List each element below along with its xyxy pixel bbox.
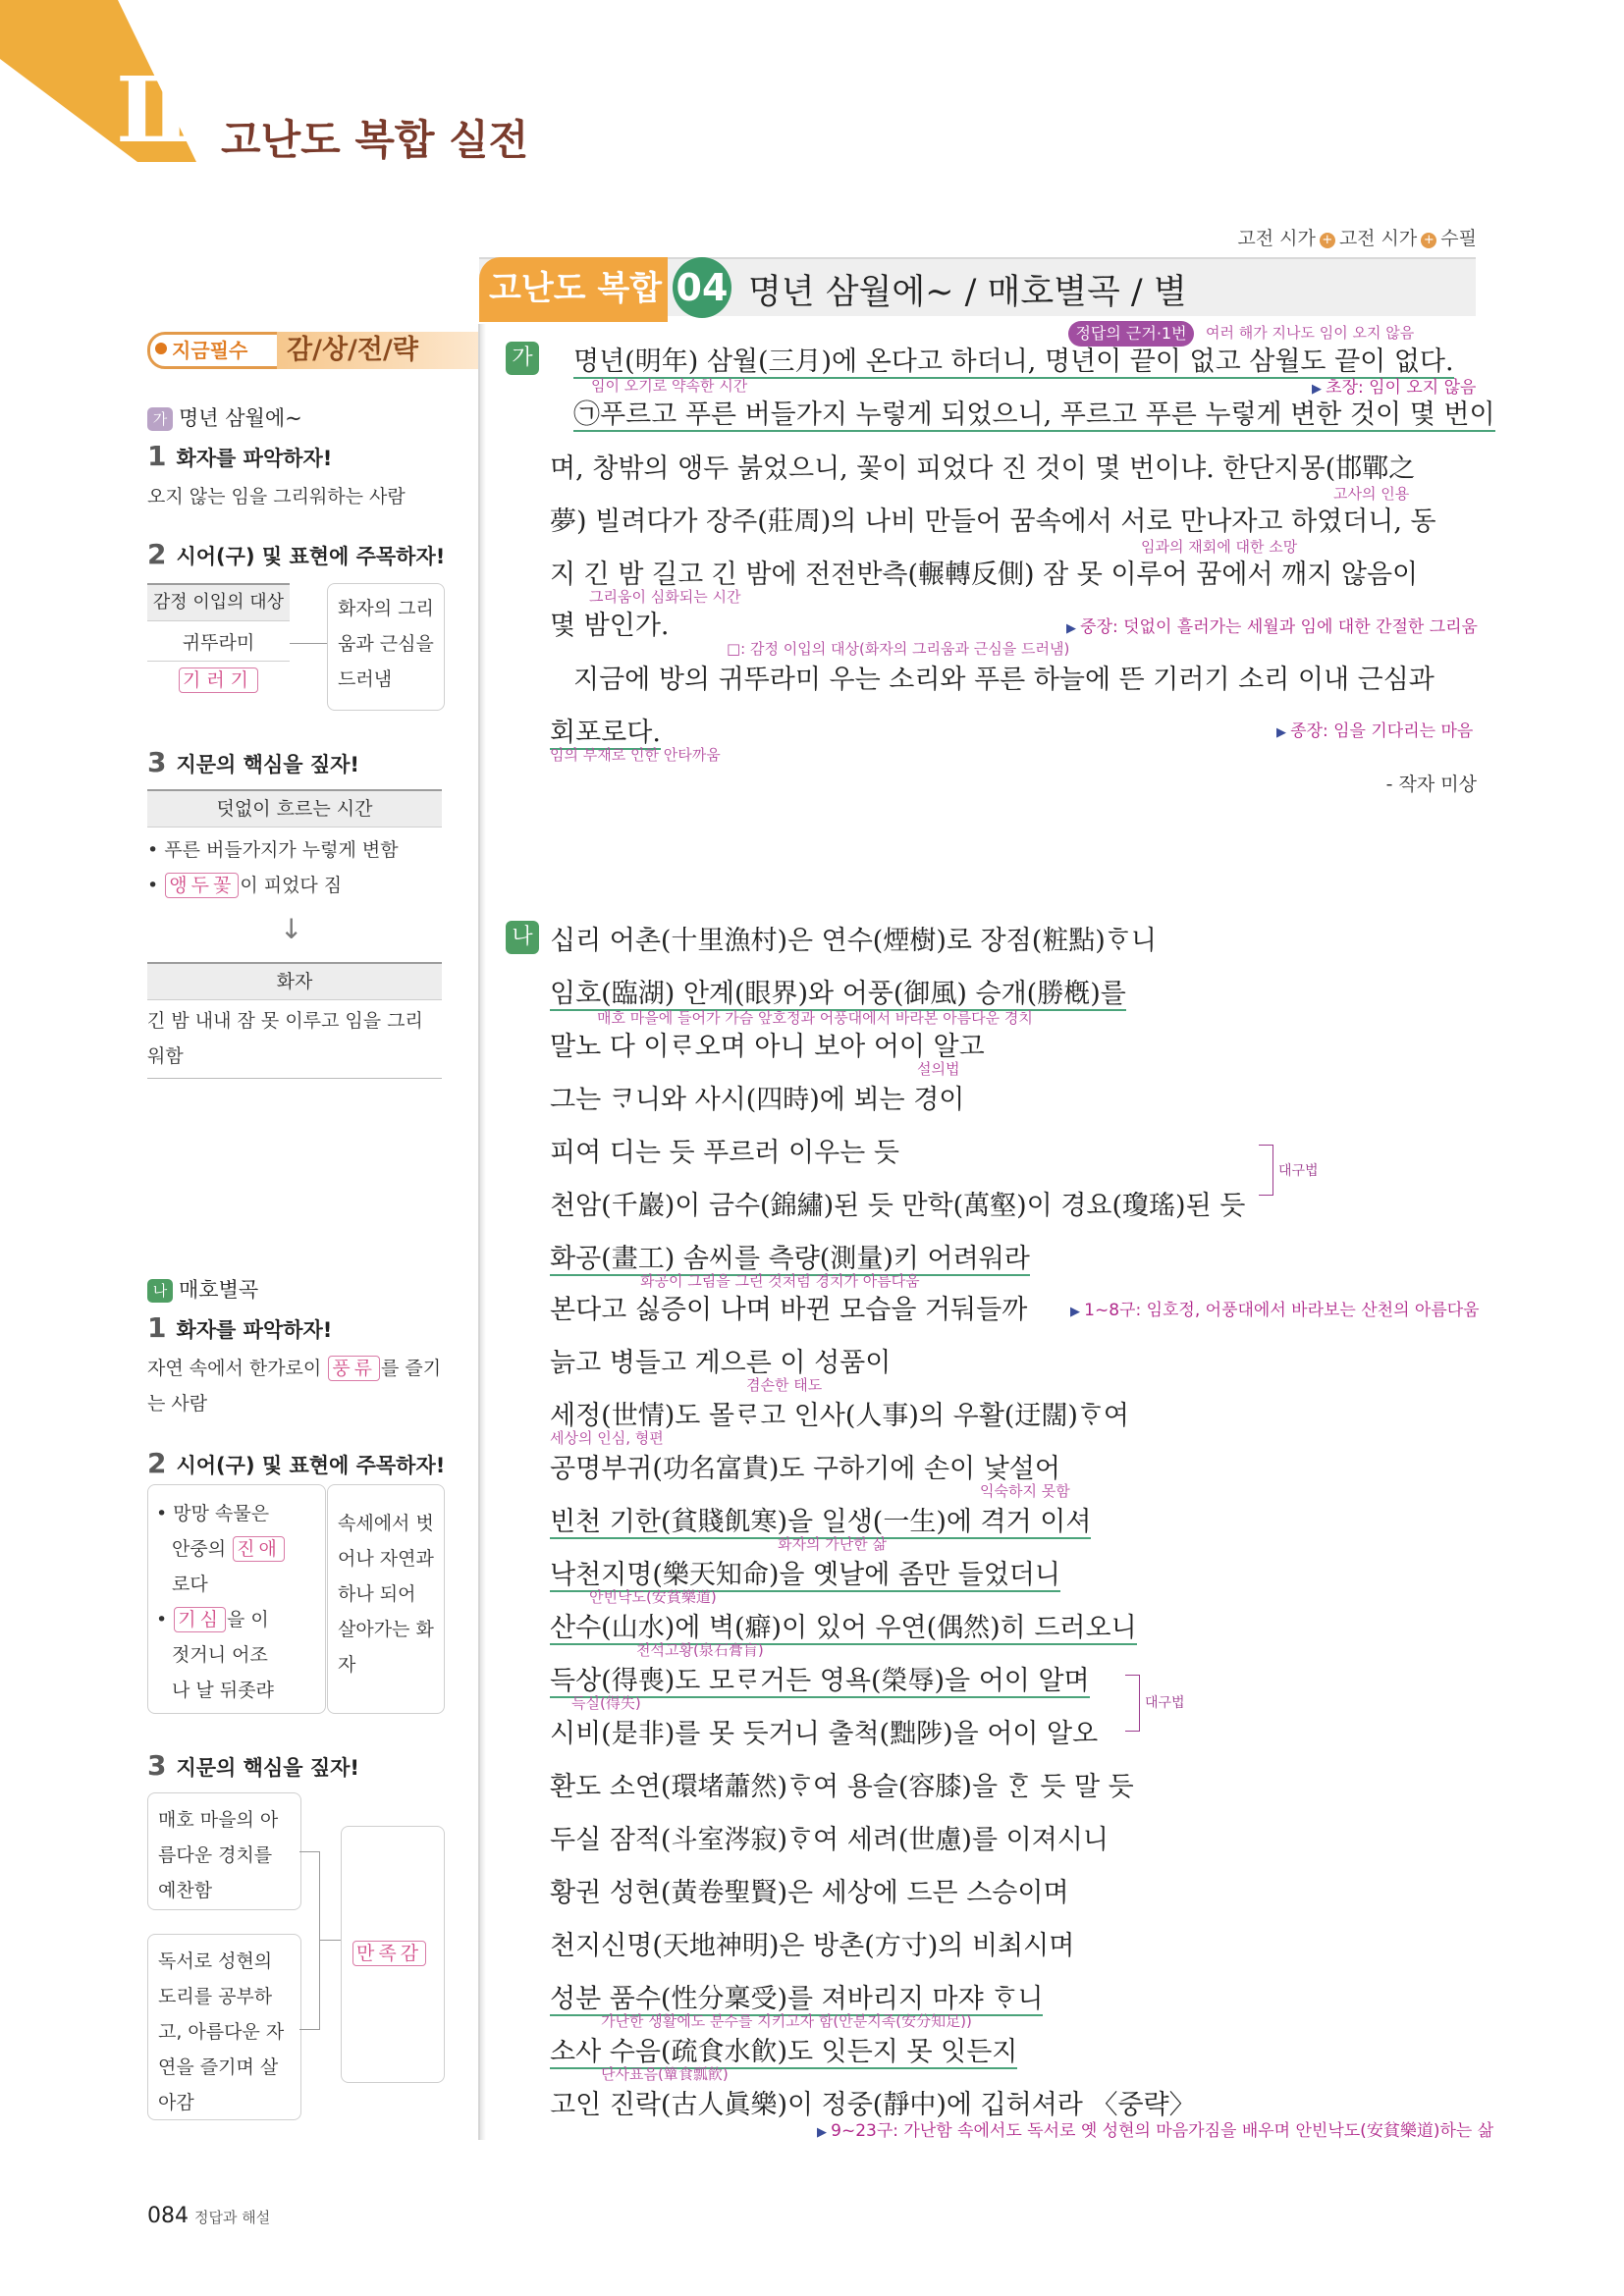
passage-line: 황권 성현(黃卷聖賢)은 세상에 드믄 스승이며 (550, 1878, 1069, 1908)
annotation: 안빈낙도(安貧樂道) (589, 1588, 717, 1606)
annotation: 득실(得失) (571, 1694, 641, 1712)
annotation: 단사표음(簞食瓢飮) (601, 2065, 729, 2083)
bracket-label: 대구법 (1278, 1163, 1319, 1179)
core-text: 워함 (147, 1045, 184, 1067)
step-heading: 1 화자를 파악하자! (147, 440, 333, 472)
passage-line: 임호(臨湖) 안계(眼界)와 어풍(御風) 승개(勝槪)를 (550, 979, 1126, 1009)
bullet-text: • 앵두꽃 이 피었다 짐 (147, 875, 343, 896)
sidebar-section-b-heading (147, 1274, 258, 1304)
must-banner: 감/상/전/략 (277, 332, 483, 369)
step-heading: 2 시어(구) 및 표현에 주목하자! (147, 1447, 446, 1479)
step-heading: 3 지문의 핵심을 짚자! (147, 1749, 359, 1782)
section-b-tag: 나 (147, 1279, 173, 1303)
passage-line: 명년(明年) 삼월(三月)에 온다고 하더니, 명년이 끝이 없고 삼월도 끝이 없다. (573, 347, 1454, 377)
annotation: 화공이 그림을 그린 것처럼 경치가 아름다움 (640, 1272, 920, 1290)
summary-note: ▶ 1~8구: 임호정, 어풍대에서 바라보는 산천의 아름다움 (1070, 1296, 1480, 1320)
annotation: 임과의 재회에 대한 소망 (1141, 538, 1298, 556)
breadcrumb-item: 수필 (1440, 228, 1477, 249)
expression-box: • 망망 속물은 안중의 진애 로다 • 기심 을 이 젓거니 어조 나 날 뒤좃랴 (147, 1484, 326, 1714)
passage-line: 夢) 빌려다가 장주(莊周)의 나비 만들어 꿈속에서 서로 만나자고 하였더니, 동 (550, 507, 1436, 537)
passage-line: 말노 다 이ᄅᆞ오며 아니 보아 어이 알고 (550, 1032, 985, 1062)
bracket-mark (1259, 1145, 1273, 1196)
passage-line: 십리 어촌(十里漁村)은 연수(煙樹)로 장점(粧點)ᄒᆞ니 (550, 926, 1157, 956)
annotation: 가난한 생활에도 분수를 지키고자 함(안분지족(安分知足)) (601, 2012, 972, 2030)
passage-line: 화공(畫工) 솜씨를 측량(測量)키 어려워라 (550, 1244, 1030, 1274)
bullet-dot-icon (155, 343, 167, 354)
annotation: 설의법 (917, 1060, 960, 1078)
annotation: □: 감정 이입의 대상(화자의 그리움과 근심을 드러냄) (727, 640, 1070, 658)
connector-bracket (299, 1851, 320, 2030)
step-heading: 1 화자를 파악하자! (147, 1311, 333, 1344)
passage-line: 며, 창밖의 앵두 붉었으니, 꽃이 피었다 진 것이 몇 번이냐. 한단지몽(邯鄲之 (550, 454, 1416, 484)
summary-note: ▶ 9~23구: 가난함 속에서도 독서로 옛 성현의 마음가짐을 배우며 안빈낙도(安貧樂道)하는 삶 (817, 2116, 1493, 2141)
passage-line: 고인 진락(古人眞樂)이 정중(靜中)에 깁허셔라 〈중략〉 (550, 2090, 1196, 2120)
passage-line: 지 긴 밤 길고 긴 밤에 전전반측(輾轉反側) 잠 못 이루어 꿈에서 깨지 않음이 (550, 560, 1419, 590)
answer-basis-pill: 정답의 근거·1번 (1068, 321, 1194, 347)
annotation: 임이 오기로 약속한 시간 (591, 377, 748, 395)
passage-line: 지금에 방의 귀뚜라미 우는 소리와 푸른 하늘에 뜬 기러기 소리 이내 근심과 (573, 665, 1435, 695)
section-a-tag: 가 (147, 407, 173, 431)
step-heading: 3 지문의 핵심을 짚자! (147, 746, 359, 778)
passage-line: 천지신명(天地神明)은 방촌(方寸)의 비최시며 (550, 1931, 1075, 1961)
plus-icon: + (1320, 233, 1335, 248)
step-heading: 2 시어(구) 및 표현에 주목하자! (147, 538, 446, 570)
column-divider (478, 324, 486, 2140)
bullet-text: • 푸른 버들가지가 누렇게 변함 (147, 839, 399, 861)
annotation: 고사의 인용 (1333, 485, 1410, 503)
passage-line: 몇 밤인가. (550, 611, 670, 641)
bracket-label: 대구법 (1145, 1695, 1185, 1711)
plus-icon: + (1421, 233, 1436, 248)
chapter-title: 고난도 복합 실전 (221, 116, 529, 164)
passage-line: 그는 ᄏᆞ니와 사시(四時)에 뵈는 경이 (550, 1085, 965, 1115)
summary-note: ▶ 종장: 임을 기다리는 마음 (1276, 717, 1473, 741)
page-number: 084 (147, 2204, 189, 2228)
passage-line: 피여 디는 듯 푸르러 이우는 듯 (550, 1138, 899, 1168)
core-row: 덧없이 흐르는 시간 (147, 789, 442, 828)
core-row: 화자 (147, 962, 442, 1000)
explanation-box: 화자의 그리 움과 근심을 드러냄 (327, 583, 445, 711)
table-header: 감정 이입의 대상 (147, 583, 290, 621)
page-footer (147, 2204, 270, 2228)
annotation: 매호 마을에 들어가 가슴 앞호정과 어풍대에서 바라본 아름다운 경치 (597, 1009, 1033, 1027)
author: - 작자 미상 (1385, 774, 1477, 795)
connector-line (319, 1940, 341, 1941)
sidebar-section-a-heading (147, 402, 302, 432)
sidebar-section-b-title: 매호별곡 (179, 1278, 259, 1302)
passage-line: 회포로다. (550, 718, 661, 748)
passage-line: 본다고 싫증이 나며 바뀐 모습을 거둬들까 (550, 1295, 1028, 1325)
title-tab-label: 고난도 복합 (489, 269, 663, 308)
step-text: 자연 속에서 한가로이 풍류 를 즐기 (147, 1358, 442, 1379)
sidebar-section-a-title: 명년 삼월에~ (179, 406, 302, 430)
passage-line: 낙천지명(樂天知命)을 옛날에 좀만 들었더니 (550, 1560, 1060, 1590)
annotation: 세상의 인심, 형편 (550, 1429, 664, 1447)
passage-line: 세정(世情)도 몰ᄅᆞ고 인사(人事)의 우활(迂闊)ᄒᆞ여 (550, 1401, 1130, 1431)
passage-line: ㉠푸르고 푸른 버들가지 누렇게 되었으니, 푸르고 푸른 누렇게 변한 것이 몇 번이 (573, 400, 1495, 430)
passage-line: 성분 품수(性分稟受)를 져바리지 마쟈 ᄒᆞ니 (550, 1984, 1044, 2014)
passage-b-badge: 나 (506, 921, 539, 954)
passage-line: 산수(山水)에 벽(癖)이 있어 우연(偶然)히 드러오니 (550, 1613, 1137, 1643)
breadcrumb-item: 고전 시가 (1237, 228, 1316, 249)
step-text: 오지 않는 임을 그리워하는 사람 (147, 486, 406, 507)
footer-label: 정답과 해설 (194, 2209, 271, 2226)
title-number-badge: 04 (673, 257, 731, 318)
annotation: 여러 해가 지나도 임이 오지 않음 (1206, 324, 1415, 342)
passage-line: 늙고 병들고 게으른 이 성품이 (550, 1348, 892, 1378)
breadcrumb-item: 고전 시가 (1338, 228, 1418, 249)
annotation: 익숙하지 못함 (980, 1482, 1070, 1500)
passage-line: 빈천 기한(貧賤飢寒)을 일생(一生)에 격거 이셔 (550, 1507, 1092, 1537)
annotation: 겸손한 태도 (746, 1376, 823, 1394)
passage-a-badge: 가 (506, 342, 539, 375)
divider (147, 1078, 442, 1079)
annotation: 화자의 가난한 삶 (778, 1535, 887, 1553)
core-box: 매호 마을의 아 름다운 경치를 예찬함 (147, 1792, 301, 1910)
core-text: 긴 밤 내내 잠 못 이루고 임을 그리 (147, 1010, 423, 1032)
arrow-down-icon: ↓ (280, 913, 303, 945)
passage-line: 득상(得喪)도 모ᄅᆞ거든 영욕(榮辱)을 어이 알며 (550, 1666, 1090, 1696)
annotation: 임의 부재로 인한 안타까움 (550, 746, 721, 764)
summary-note: ▶ 중장: 덧없이 흘러가는 세월과 임에 대한 간절한 그리움 (1066, 613, 1478, 637)
bracket-mark (1125, 1675, 1140, 1732)
table-cell: 귀뚜라미 (147, 628, 290, 662)
annotation: 그리움이 심화되는 시간 (589, 588, 741, 606)
chapter-numeral: Ⅲ (116, 57, 221, 163)
passage-line: 공명부귀(功名富貴)도 구하기에 손이 낯설어 (550, 1454, 1060, 1484)
passage-line: 천암(千巖)이 금수(錦繡)된 듯 만학(萬壑)이 경요(瓊瑤)된 듯 (550, 1191, 1246, 1221)
passage-line: 시비(是非)를 못 듯거니 출척(黜陟)을 어이 알오 (550, 1719, 1099, 1749)
table-cell (147, 667, 290, 693)
passage-line: 소사 수음(疏食水飮)도 잇든지 못 잇든지 (550, 2037, 1018, 2067)
passage-line: 환도 소연(環堵蕭然)ᄒᆞ여 용슬(容膝)을 ᄒᆞᆫ 듯 말 듯 (550, 1772, 1134, 1802)
page-title: 명년 삼월에~ / 매호별곡 / 별 (748, 273, 1187, 312)
passage-line: 두실 잠적(斗室涔寂)ᄒᆞ여 세려(世慮)를 이져시니 (550, 1825, 1109, 1855)
connector-line (290, 643, 327, 644)
must-pill: 지금필수 (147, 332, 300, 369)
step-text: 는 사람 (147, 1393, 208, 1415)
result-box: 만족감 (341, 1826, 445, 2083)
explanation-box: 속세에서 벗 어나 자연과 하나 되어 살아가는 화 자 (327, 1484, 445, 1714)
breadcrumb (1237, 224, 1477, 250)
summary-note: ▶ 초장: 임이 오지 않음 (1312, 373, 1476, 398)
annotation: 천석고황(泉石膏肓) (636, 1641, 764, 1659)
keyword-box: 기러기 (179, 667, 258, 693)
core-box: 독서로 성현의 도리를 공부하 고, 아름다운 자 연을 즐기며 살 아감 (147, 1934, 301, 2120)
